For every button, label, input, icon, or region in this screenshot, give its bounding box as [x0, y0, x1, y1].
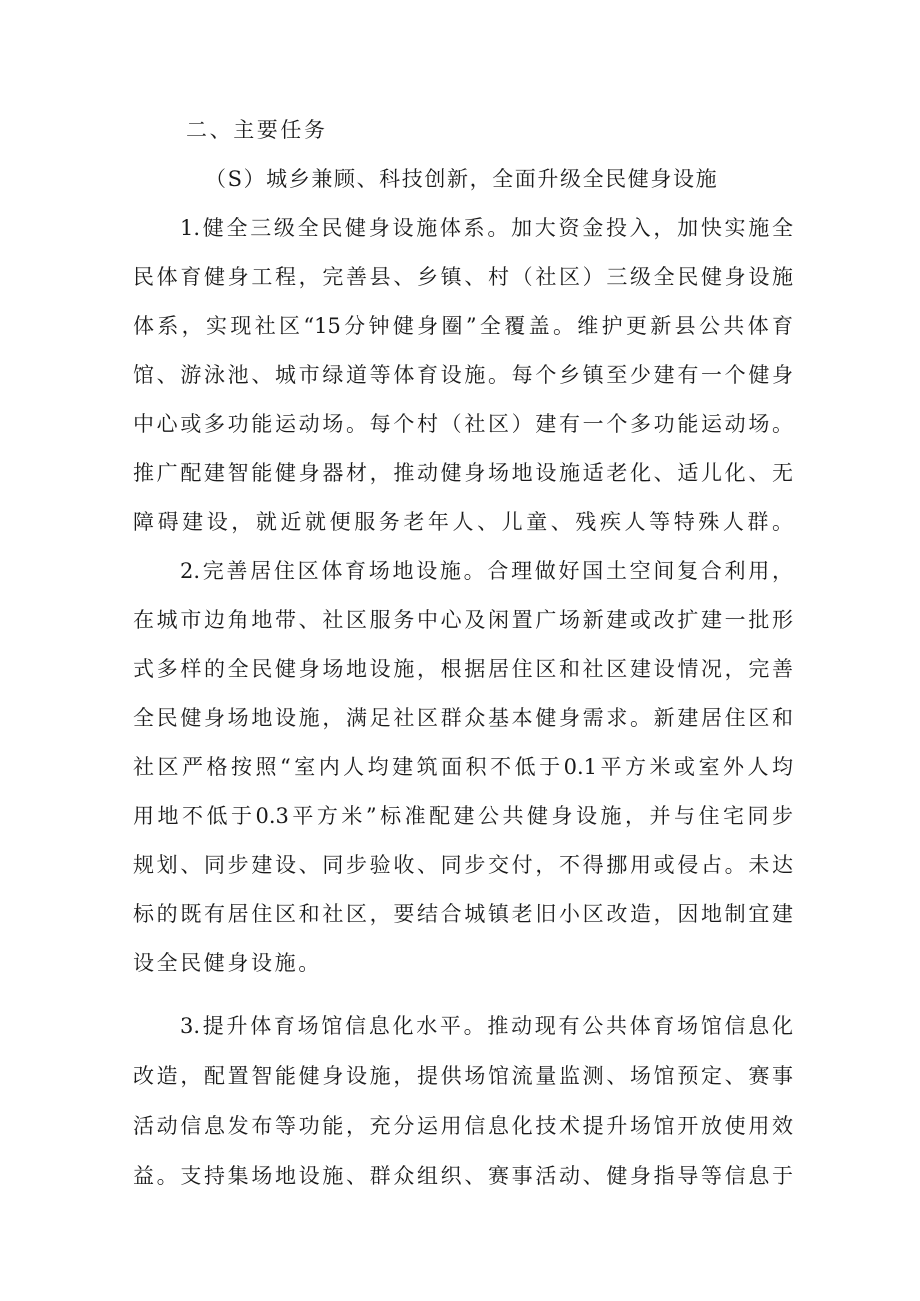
- paragraph-2-line-1: 2.完善居住区体育场地设施。合理做好国土空间复合利用，: [180, 559, 793, 583]
- paragraph-1-line-5: 中心或多功能运动场。每个村（社区）建有一个多功能运动场。: [133, 412, 793, 436]
- paragraph-2-line-7: 规划、同步建设、同步验收、同步交付，不得挪用或侵占。未达: [133, 853, 793, 877]
- paragraph-2-line-5: 社区严格按照“室内人均建筑面积不低于0.1平方米或室外人均: [133, 755, 793, 779]
- paragraph-3-line-3: 活动信息发布等功能，充分运用信息化技术提升场馆开放使用效: [133, 1114, 793, 1138]
- paragraph-2-line-3: 式多样的全民健身场地设施，根据居住区和社区建设情况，完善: [133, 657, 793, 681]
- paragraph-2-line-8: 标的既有居住区和社区，要结合城镇老旧小区改造，因地制宜建: [133, 902, 793, 926]
- paragraph-2-line-6: 用地不低于0.3平方米”标准配建公共健身设施，并与住宅同步: [133, 804, 793, 828]
- paragraph-1-line-3: 体系，实现社区“15分钟健身圈”全覆盖。维护更新县公共体育: [133, 314, 793, 338]
- paragraph-2-line-2: 在城市边角地带、社区服务中心及闲置广场新建或改扩建一批形: [133, 608, 793, 632]
- paragraph-1-line-7: 障碍建设，就近就便服务老年人、儿童、残疾人等特殊人群。: [133, 510, 793, 534]
- subsection-heading: （S）城乡兼顾、科技创新，全面升级全民健身设施: [205, 167, 719, 191]
- section-heading: 二、主要任务: [186, 118, 328, 142]
- paragraph-2-line-9: 设全民健身设施。: [133, 951, 322, 975]
- paragraph-1-line-1: 1.健全三级全民健身设施体系。加大资金投入，加快实施全: [180, 216, 793, 240]
- paragraph-1-line-6: 推广配建智能健身器材，推动健身场地设施适老化、适儿化、无: [133, 461, 793, 485]
- paragraph-1-line-4: 馆、游泳池、城市绿道等体育设施。每个乡镇至少建有一个健身: [133, 363, 793, 387]
- paragraph-1-line-2: 民体育健身工程，完善县、乡镇、村（社区）三级全民健身设施: [133, 265, 793, 289]
- paragraph-2-line-4: 全民健身场地设施，满足社区群众基本健身需求。新建居住区和: [133, 706, 793, 730]
- paragraph-3-line-1: 3.提升体育场馆信息化水平。推动现有公共体育场馆信息化: [180, 1014, 793, 1038]
- paragraph-3-line-4: 益。支持集场地设施、群众组织、赛事活动、健身指导等信息于: [133, 1164, 793, 1188]
- paragraph-3-line-2: 改造，配置智能健身设施，提供场馆流量监测、场馆预定、赛事: [133, 1064, 793, 1088]
